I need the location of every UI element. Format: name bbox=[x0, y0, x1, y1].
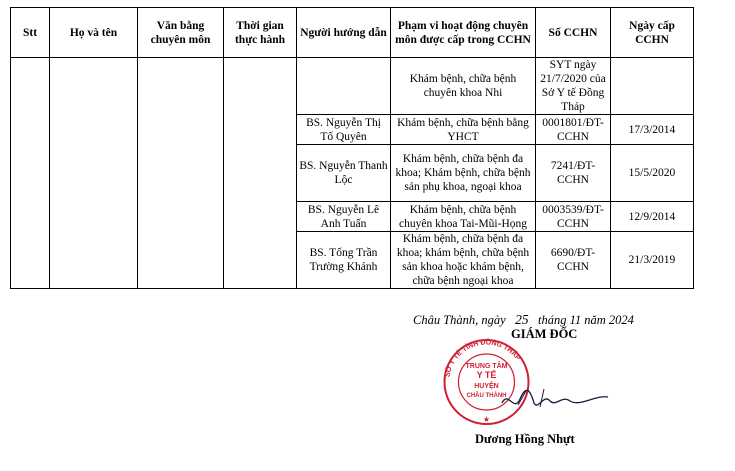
col-header-issue-date: Ngày cấp CCHN bbox=[611, 8, 694, 58]
cell-instructor bbox=[297, 58, 391, 115]
cell-stt bbox=[11, 58, 50, 289]
cell-degree bbox=[138, 58, 224, 289]
col-header-degree: Văn bằng chuyên môn bbox=[138, 8, 224, 58]
table-row bbox=[11, 58, 694, 115]
cell-instructor: BS. Nguyễn Lê Anh Tuấn bbox=[297, 202, 391, 232]
col-header-stt: Stt bbox=[11, 8, 50, 58]
seal-outer-text: SỞ Y TẾ TỈNH ĐỒNG THÁP bbox=[444, 339, 522, 378]
cell-practice-time bbox=[224, 58, 297, 289]
cell-issue-date: 17/3/2014 bbox=[611, 115, 694, 145]
cell-instructor: BS. Nguyễn Thị Tố Quyên bbox=[297, 115, 391, 145]
svg-text:★: ★ bbox=[482, 415, 491, 424]
col-header-instructor: Người hướng dẫn bbox=[297, 8, 391, 58]
cell-name bbox=[50, 58, 138, 289]
cell-issue-date: 21/3/2019 bbox=[611, 232, 694, 289]
cell-issue-date: 15/5/2020 bbox=[611, 145, 694, 202]
cell-cert-no: 6690/ĐT-CCHN bbox=[536, 232, 611, 289]
date-prefix: Châu Thành, ngày bbox=[413, 313, 506, 327]
cell-issue-date bbox=[611, 58, 694, 115]
cell-issue-date: 12/9/2014 bbox=[611, 202, 694, 232]
seal-line-4: CHÂU THÀNH bbox=[466, 393, 507, 399]
signing-date bbox=[413, 312, 634, 328]
header-row bbox=[11, 8, 694, 58]
cell-cert-no: 0001801/ĐT-CCHN bbox=[536, 115, 611, 145]
cell-scope: Khám bệnh, chữa bệnh bằng YHCT bbox=[391, 115, 536, 145]
cell-cert-no: 7241/ĐT-CCHN bbox=[536, 145, 611, 202]
seal-line-3: HUYỆN bbox=[474, 383, 499, 390]
date-suffix: tháng 11 năm 2024 bbox=[537, 313, 634, 327]
col-header-cert-no: Số CCHN bbox=[536, 8, 611, 58]
cell-scope: Khám bệnh, chữa bệnh chuyên khoa Tai-Mũi-Họng bbox=[391, 202, 536, 232]
cell-cert-no: 0003539/ĐT-CCHN bbox=[536, 202, 611, 232]
cell-instructor: BS. Tống Trần Trường Khánh bbox=[297, 232, 391, 289]
staff-table bbox=[10, 7, 694, 289]
signer-name: Dương Hồng Nhựt bbox=[475, 432, 575, 446]
col-header-name: Họ và tên bbox=[50, 8, 138, 58]
signature-icon bbox=[500, 385, 610, 415]
director-title: GIÁM ĐỐC bbox=[511, 327, 578, 341]
cell-scope: Khám bệnh, chữa bệnh đa khoa; khám bệnh, chữa bệnh sản khoa hoặc khám bệnh, chữa bệnh ngoại khoa bbox=[391, 232, 536, 289]
seal-line-2: Y TẾ bbox=[476, 370, 497, 380]
date-day: 25 bbox=[515, 312, 529, 327]
cell-scope: Khám bệnh, chữa bệnh chuyên khoa Nhi bbox=[391, 58, 536, 115]
seal-line-1: TRUNG TÂM bbox=[465, 363, 508, 370]
cell-scope: Khám bệnh, chữa bệnh đa khoa; Khám bệnh, chữa bệnh sản phụ khoa, ngoại khoa bbox=[391, 145, 536, 202]
col-header-practice-time: Thời gian thực hành bbox=[224, 8, 297, 58]
col-header-scope: Phạm vi hoạt động chuyên môn được cấp trong CCHN bbox=[391, 8, 536, 58]
cell-instructor: BS. Nguyễn Thanh Lộc bbox=[297, 145, 391, 202]
cell-cert-no: SYT ngày 21/7/2020 của Sở Y tế Đồng Tháp bbox=[536, 58, 611, 115]
